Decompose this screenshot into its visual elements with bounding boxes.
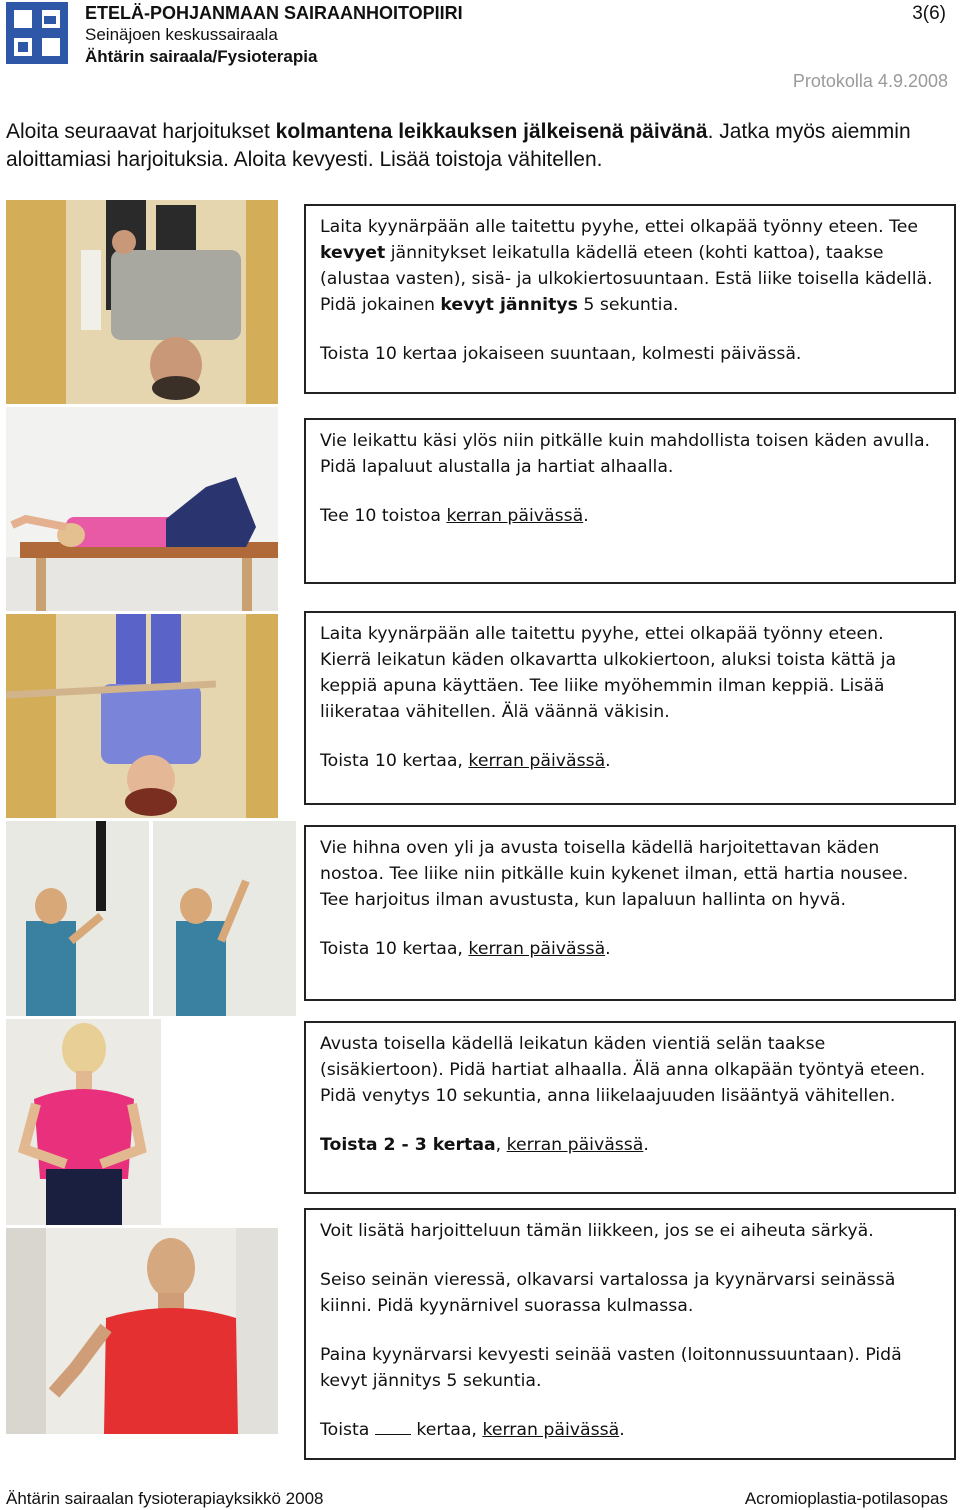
exercise-6-photo: [6, 1228, 278, 1434]
ex5-repeat-text: ,: [495, 1135, 507, 1155]
exercise-1-photo: [6, 200, 278, 404]
exercise-6-instructions: Seiso seinän vieressä, olkavarsi vartalossa ja kyynärvarsi seinässä kiinni. Pidä kyynärnivel suorassa kulmassa.: [320, 1270, 896, 1316]
exercise-3-repeat: [320, 748, 940, 774]
intro-text: Aloita seuraavat harjoitukset: [6, 120, 276, 143]
ex6-repeat-freq: kerran päivässä: [482, 1420, 620, 1440]
repeat-count-blank: [375, 1418, 411, 1435]
ex2-repeat-freq: kerran päivässä: [446, 506, 584, 526]
ex1-text-a: Laita kyynärpään alle taitettu pyyhe, ettei olkapää työnny eteen. Tee: [320, 217, 918, 237]
exercise-4-box: [304, 825, 956, 1001]
intro-paragraph: [6, 118, 946, 174]
exercise-2-instructions: Vie leikattu käsi ylös niin pitkälle kuin mahdollista toisen käden avulla. Pidä lapaluut alustalla ja hartiat alhaalla.: [320, 431, 931, 477]
exercise-6-instructions-2: Paina kyynärvarsi kevyesti seinää vasten (loitonnussuuntaan). Pidä kevyt jännitys 5 sekuntia.: [320, 1345, 902, 1391]
exercise-5-photo: [6, 1019, 161, 1225]
exercise-2-box: [304, 418, 956, 584]
ex5-repeat-freq: kerran päivässä: [506, 1135, 644, 1155]
exercise-1-repeat: Toista 10 kertaa jokaiseen suuntaan, kolmesti päivässä.: [320, 344, 802, 364]
footer-guide-title: Acromioplastia-potilasopas: [744, 1489, 948, 1508]
ex6-repeat-mid: kertaa,: [410, 1420, 483, 1440]
exercise-5-instructions: Avusta toisella kädellä leikatun käden vientiä selän taakse (sisäkiertoon). Pidä hartiat alhaalla. Älä anna olkapään työntyä eteen. Pidä venytys 10 sekuntia, anna liikelaajuuden lisääntyä vähitellen.: [320, 1034, 926, 1106]
protocol-date: Protokolla 4.9.2008: [792, 71, 948, 91]
ex1-bold-b: kevyt jännitys: [440, 295, 578, 315]
organization-name: ETELÄ-POHJANMAAN SAIRAANHOITOPIIRI: [85, 3, 463, 23]
ex6-repeat-end: .: [619, 1420, 625, 1440]
exercise-6-box: [304, 1208, 956, 1460]
ex2-repeat-text: Tee 10 toistoa: [320, 506, 447, 526]
exercise-4-photo: [6, 821, 296, 1016]
hospital-district-logo: [6, 2, 68, 64]
department-name: Ähtärin sairaala/Fysioterapia: [85, 47, 318, 66]
exercise-4-repeat: [320, 936, 940, 962]
footer-unit: Ähtärin sairaalan fysioterapiayksikkö 2008: [6, 1489, 324, 1508]
ex4-repeat-end: .: [605, 939, 611, 959]
exercise-3-instructions: Laita kyynärpään alle taitettu pyyhe, ettei olkapää työnny eteen. Kierrä leikatun käden olkavartta ulkokiertoon, aluksi toista kättä ja keppiä apuna käyttäen. Tee liike myöhemmin ilman keppiä. Lisää liikerataa vähitellen. Älä väännä väkisin.: [320, 624, 897, 722]
ex4-repeat-freq: kerran päivässä: [468, 939, 606, 959]
ex3-repeat-end: .: [605, 751, 611, 771]
ex2-repeat-end: .: [583, 506, 589, 526]
ex4-repeat-text: Toista 10 kertaa,: [320, 939, 469, 959]
exercise-5-repeat: [320, 1132, 940, 1158]
exercise-6-note: Voit lisätä harjoitteluun tämän liikkeen, jos se ei aiheuta särkyä.: [320, 1221, 874, 1241]
intro-emphasis: kolmantena leikkauksen jälkeisenä päivänä: [275, 120, 708, 143]
exercise-5-box: [304, 1021, 956, 1194]
exercise-1-instructions: [320, 214, 940, 318]
ex1-text-b: jännitykset leikatulla kädellä eteen (kohti kattoa), taakse (alustaa vasten), sisä- ja ulkokiertosuuntaan. Estä liike toisella kädellä. Pidä jokainen: [320, 243, 933, 315]
ex5-repeat-bold: Toista 2 - 3 kertaa: [320, 1135, 496, 1155]
hospital-name: Seinäjoen keskussairaala: [85, 25, 278, 44]
ex5-repeat-end: .: [643, 1135, 649, 1155]
page-number: 3(6): [912, 3, 946, 24]
intro-text-cont: . Jatka myös aiemmin aloittamiasi harjoituksia. Aloita kevyesti. Lisää toistoja vähitellen.: [6, 120, 911, 171]
exercise-6-repeat: [320, 1417, 940, 1443]
exercise-2-repeat: [320, 503, 940, 529]
exercise-2-photo: [6, 407, 278, 611]
ex6-repeat-text: Toista: [320, 1420, 375, 1440]
ex3-repeat-freq: kerran päivässä: [468, 751, 606, 771]
exercise-4-instructions: Vie hihna oven yli ja avusta toisella kädellä harjoitettavan käden nostoa. Tee liike niin pitkälle kuin kykenet ilman, että hartia nousee. Tee harjoitus ilman avustusta, kun lapaluun hallinta on hyvä.: [320, 838, 909, 910]
exercise-3-box: [304, 611, 956, 805]
ex1-bold-a: kevyet: [320, 243, 386, 263]
exercise-1-box: [304, 204, 956, 394]
ex3-repeat-text: Toista 10 kertaa,: [320, 751, 469, 771]
exercise-3-photo: [6, 614, 278, 818]
ex1-text-c: 5 sekuntia.: [577, 295, 679, 315]
